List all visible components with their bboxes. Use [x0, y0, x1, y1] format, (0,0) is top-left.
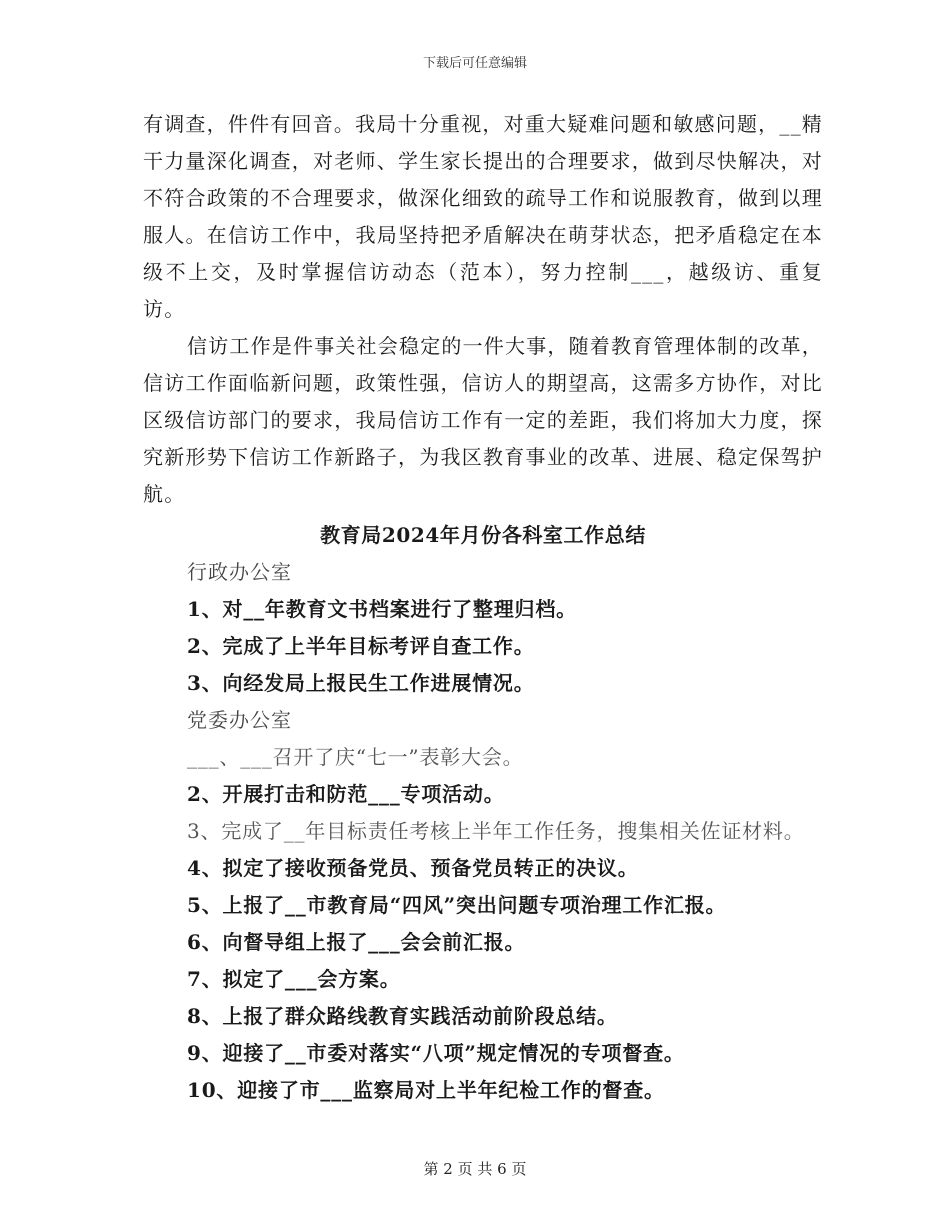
page-header: 下载后可任意编辑 [422, 56, 527, 71]
list-item: 9、迎接了__市委对落实“八项”规定情况的专项督查。 [187, 1041, 685, 1065]
dept-heading-admin-office: 行政办公室 [187, 560, 292, 584]
list-item: ___、___召开了庆“七一”表彰大会。 [187, 745, 524, 769]
list-item: 10、迎接了市___监察局对上半年纪检工作的督查。 [187, 1078, 665, 1102]
list-item: 7、拟定了___会方案。 [187, 967, 401, 991]
list-item: 2、开展打击和防范___专项活动。 [187, 782, 505, 806]
section-title: 教育局2024年月份各科室工作总结 [320, 523, 646, 547]
list-item: 3、完成了__年目标责任考核上半年工作任务，搜集相关佐证材料。 [187, 819, 805, 843]
page-footer: 第 2 页 共 6 页 [423, 1160, 527, 1178]
list-item: 5、上报了__市教育局“四风”突出问题专项治理工作汇报。 [187, 893, 727, 917]
list-item: 4、拟定了接收预备党员、预备党员转正的决议。 [187, 856, 639, 880]
list-item: 6、向督导组上报了___会会前汇报。 [187, 930, 526, 954]
list-item: 3、向经发局上报民生工作进展情况。 [187, 671, 535, 695]
paragraph-2: 信访工作是件事关社会稳定的一件大事，随着教育管理体制的改革，信访工作面临新问题，政策性强，信访人的期望高，这需多方协作，对比区级信访部门的要求，我局信访工作有一定的差距，我们将加大力度，探究新形势下信访工作新路子，为我区教育事业的改革、进展、稳定保驾护航。 [143, 334, 823, 506]
list-item: 2、完成了上半年目标考评自查工作。 [187, 634, 535, 658]
document-body [143, 106, 823, 1109]
list-item: 8、上报了群众路线教育实践活动前阶段总结。 [187, 1004, 618, 1028]
list-item: 1、对__年教育文书档案进行了整理归档。 [187, 597, 577, 621]
paragraph-1: 有调查，件件有回音。我局十分重视，对重大疑难问题和敏感问题，__精干力量深化调查，对老师、学生家长提出的合理要求，做到尽快解决，对不符合政策的不合理要求，做深化细致的疏导工作和说服教育，做到以理服人。在信访工作中，我局坚持把矛盾解决在萌芽状态，把矛盾稳定在本级不上交，及时掌握信访动态（范本），努力控制___，越级访、重复访。 [143, 112, 823, 321]
dept-heading-party-office: 党委办公室 [187, 708, 292, 732]
